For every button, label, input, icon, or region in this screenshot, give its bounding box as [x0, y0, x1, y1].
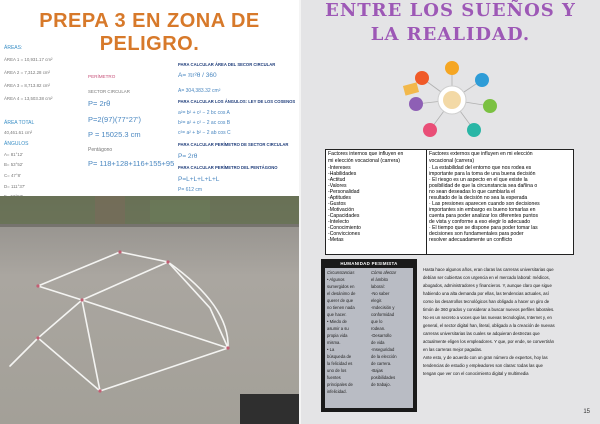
area-2: ÁREA 2 = 7,312.28 cm² [4, 70, 51, 75]
total-area-value: 40,461.61 cm² [4, 130, 33, 135]
external-factor-line: importantes sin embargo es bueno tomarlas en [429, 207, 536, 213]
internal-factor: -Convicciones [328, 231, 360, 237]
angle-d: D= 111°37' [4, 184, 26, 189]
external-factor-line: · El riesgo es un aspecto en el que existe la [429, 177, 528, 183]
pentagon-perimeter-sum: P= 118+128+116+155+95 [88, 159, 175, 168]
formula-heading-pentagon: PARA CALCULAR PERÍMETRO DEL PENTÁGONO [178, 165, 278, 170]
paragraph-line: en las carreras mejor pagadas. [423, 347, 483, 352]
internal-factors-header: mi elección vocacional (carrera) [328, 158, 400, 164]
internal-factor: -Valores [328, 183, 347, 189]
poster-left-item: propia vida [327, 333, 348, 338]
pentagon-formula: P=L+L+L+L+L [178, 176, 220, 183]
external-factor-line: posibilidad de que la circunstancia sea dañina o [429, 183, 538, 189]
internal-factor: -Capacidades [328, 213, 360, 219]
total-area-heading: ÁREA TOTAL [4, 120, 35, 126]
sector-perimeter-formula: P= 2rθ [178, 153, 198, 160]
paragraph-line: timón de 360 grados y considerar a buscar nuevos perfiles laborales. [423, 307, 555, 312]
poster-left-item: el desánimo de [327, 291, 356, 296]
external-factor-line: · La estabilidad del entorno que nos rodea es [429, 165, 532, 171]
poster-left-item: • Algunos [327, 277, 345, 282]
area-1: ÁREA 1 = 10,931.17 cm² [4, 57, 53, 62]
poster-left-item: sumergidos en [327, 284, 355, 289]
internal-factors-column [326, 150, 427, 254]
poster-left-item: la felicidad es [327, 361, 353, 366]
paragraph-line: debían ser cubiertas con urgencia en el mercado laboral: médicos, [423, 275, 550, 280]
poster-left-item: Circunstancias [327, 270, 355, 275]
external-factors-column [427, 150, 573, 254]
paragraph-line: general, el sector digital han, literal, obligado a la creación de nuevas [423, 323, 555, 328]
formula-heading-sector-perimeter: PARA CALCULAR PERÍMETRO DE SECTOR CIRCULAR [178, 142, 289, 147]
poster-left-item: • Miedo de [327, 319, 347, 324]
poster-left-item: querer de que [327, 298, 354, 303]
poster-right-item: conformidad [371, 312, 395, 317]
poster-left-item: asumir a su [327, 326, 349, 331]
poster-left-item: infelicidad. [327, 389, 347, 394]
internal-factor: -Personalidad [328, 189, 360, 195]
poster-right-item: de trabajo. [371, 382, 391, 387]
left-title-line2: PELIGRO. [99, 33, 200, 55]
sector-heading: SECTOR CIRCULAR [88, 89, 130, 94]
perimeter-heading: PERÍMETRO [88, 74, 116, 79]
pentagon-heading: Pentágono [88, 147, 113, 153]
vocational-factors-table [325, 149, 574, 255]
poster-right-item: -Inseguridad [371, 347, 395, 352]
perimeter-substitution: P=2(97)(77°27') [88, 115, 142, 124]
area-3: ÁREA 3 = 8,713.82 cm² [4, 83, 51, 88]
paragraph-line: abogados, administradores y financieros. Y, aunque claro que sigue [423, 283, 552, 288]
poster-left-item: uno de los [327, 368, 347, 373]
external-factor-line: importante para la toma de una buena decisión [429, 171, 536, 177]
paragraph-line: No es un secreto a voces que las nuevas tecnologías, Internet y, en [423, 315, 552, 320]
floor-figure-photo [0, 196, 299, 424]
paragraph-line: tengan que ver con el conocimiento digital y multimedia [423, 371, 529, 376]
external-factor-line: resultado de la decisión no sea la esperada [429, 195, 528, 201]
angles-heading: ÁNGULOS [4, 141, 29, 147]
angle-b: B= 53°52' [4, 162, 24, 167]
paragraph-line: Hasta hace algunos años, eran claras las carreras universitarias que [423, 267, 554, 272]
poster-right-item: -Bajas [371, 368, 383, 373]
poster-right-item: -No saber [371, 291, 390, 296]
poster-left-item: misma. [327, 340, 341, 345]
pessimistic-humanity-poster [321, 259, 417, 412]
poster-left-item: que hacer. [327, 312, 347, 317]
external-factor-line: no sean deseadas lo que cambiaría el [429, 189, 516, 195]
paragraph-line: tendencias de estudio y empleadores son claras: todas las que [423, 363, 543, 368]
formula-heading-sector-area: PARA CALCULAR ÁREA DEL SECOR CIRCULAR [178, 62, 276, 67]
formula-sector-area-result: A= 304,383.32 cm² [178, 88, 221, 94]
internal-factors-header: Factores internos que influyen en [328, 151, 404, 157]
external-factor-line: cuenta para poder analizar los diferentes puntos [429, 213, 539, 219]
left-title-line1: PREPA 3 EN ZONA DE [39, 10, 260, 32]
paragraph-line: habiendo una alta demanda por ellas, las tendencias actuales, así [423, 291, 549, 296]
external-factor-line: de vista y conforme a eso elegir lo adecuado [429, 219, 531, 225]
poster-right-item: el ámbito [371, 277, 388, 282]
paragraph-line: carreras universitarias las cuales se adquieran destrezas que [423, 331, 540, 336]
poster-right-item: que lo [371, 319, 383, 324]
poster-left-item: principales de [327, 382, 353, 387]
angle-a: A= 81°12' [4, 152, 24, 157]
cosine-law-b: b²= a² + c² − 2 ac cos B [178, 120, 231, 126]
external-factor-line: · El tiempo que se dispone para poder tomar las [429, 225, 538, 231]
vocational-mind-map-image [394, 54, 510, 144]
angle-c: C= 47°8' [4, 173, 21, 178]
internal-factor: -Intereses [328, 165, 351, 171]
cosine-law-c: c²= a² + b² − 2 ab cos C [178, 130, 231, 136]
poster-header: HUMANIDAD PESIMISTA [340, 261, 398, 266]
right-title-line1: ENTRE LOS SUEÑOS Y [325, 0, 576, 21]
external-factors-header: vocacional (carrera) [429, 158, 475, 164]
poster-right-item: rodean. [371, 326, 386, 331]
external-factor-line: decisiones son fundamentales para poder [429, 231, 524, 237]
external-factor-line: · Las presiones aparecen cuando son decisiones [429, 201, 540, 207]
poster-right-item: Cómo afectar [371, 270, 397, 275]
right-page [301, 0, 600, 424]
areas-heading: ÁREAS: [4, 45, 23, 51]
poster-body [325, 268, 413, 408]
external-factors-header: Factores externos que influyen en mi elección [429, 151, 533, 157]
poster-left-item: • La [327, 347, 335, 352]
formula-sector-area: A= πr²θ / 360 [178, 72, 217, 79]
internal-factor: -Aptitudes [328, 195, 351, 201]
formula-heading-cosines: PARA CALCULAR LOS ÁNGULOS: LEY DE LOS COSENOS [178, 99, 296, 104]
external-factor-line: resolver adecuadamente un conflicto [429, 237, 513, 243]
internal-factor: -Conocimiento [328, 225, 361, 231]
area-4: ÁREA 4 = 13,503.38 cm² [4, 96, 53, 101]
pentagon-result: P= 612 cm [178, 187, 203, 193]
poster-right-item: posibilidades [371, 375, 396, 380]
paragraph-line: como los desarrollos tecnológicos han obligado a hacer un giro de [423, 299, 550, 304]
cosine-law-a: a²= b² + c² − 2 bc cos A [178, 110, 230, 116]
internal-factor: -Motivación [328, 207, 355, 213]
internal-factor: -Actitud [328, 177, 346, 183]
internal-factor: -Intelecto [328, 219, 349, 225]
paragraph-line: Ante esto, y de acuerdo con un gran número de expertos, hoy las [423, 355, 548, 360]
right-title-line2: LA REALIDAD. [370, 24, 531, 45]
poster-right-item: de la elección [371, 354, 397, 359]
poster-left-item: fuentes [327, 375, 341, 380]
poster-right-item: -Desarrollo [371, 333, 392, 338]
paragraph-line: actualmente eligen los empleadores. Y que, por ende, se convertirán [423, 339, 554, 344]
page-number: 15 [583, 409, 590, 415]
internal-factor: -Habilidades [328, 171, 357, 177]
poster-right-item: de carrera. [371, 361, 392, 366]
internal-factor: -Metas [328, 237, 344, 243]
perimeter-formula: P= 2rθ [88, 99, 111, 108]
poster-left-item: búsqueda de [327, 354, 352, 359]
internal-factor: -Gustos [328, 201, 346, 207]
poster-right-item: laboral: [371, 284, 385, 289]
poster-right-item: de vida [371, 340, 385, 345]
poster-right-item: elegir. [371, 298, 383, 303]
left-page [0, 0, 299, 424]
perimeter-result: P = 15025.3 cm [88, 130, 141, 139]
poster-left-item: no tienen nada [327, 305, 355, 310]
poster-right-item: -Indecisión y [371, 305, 395, 310]
